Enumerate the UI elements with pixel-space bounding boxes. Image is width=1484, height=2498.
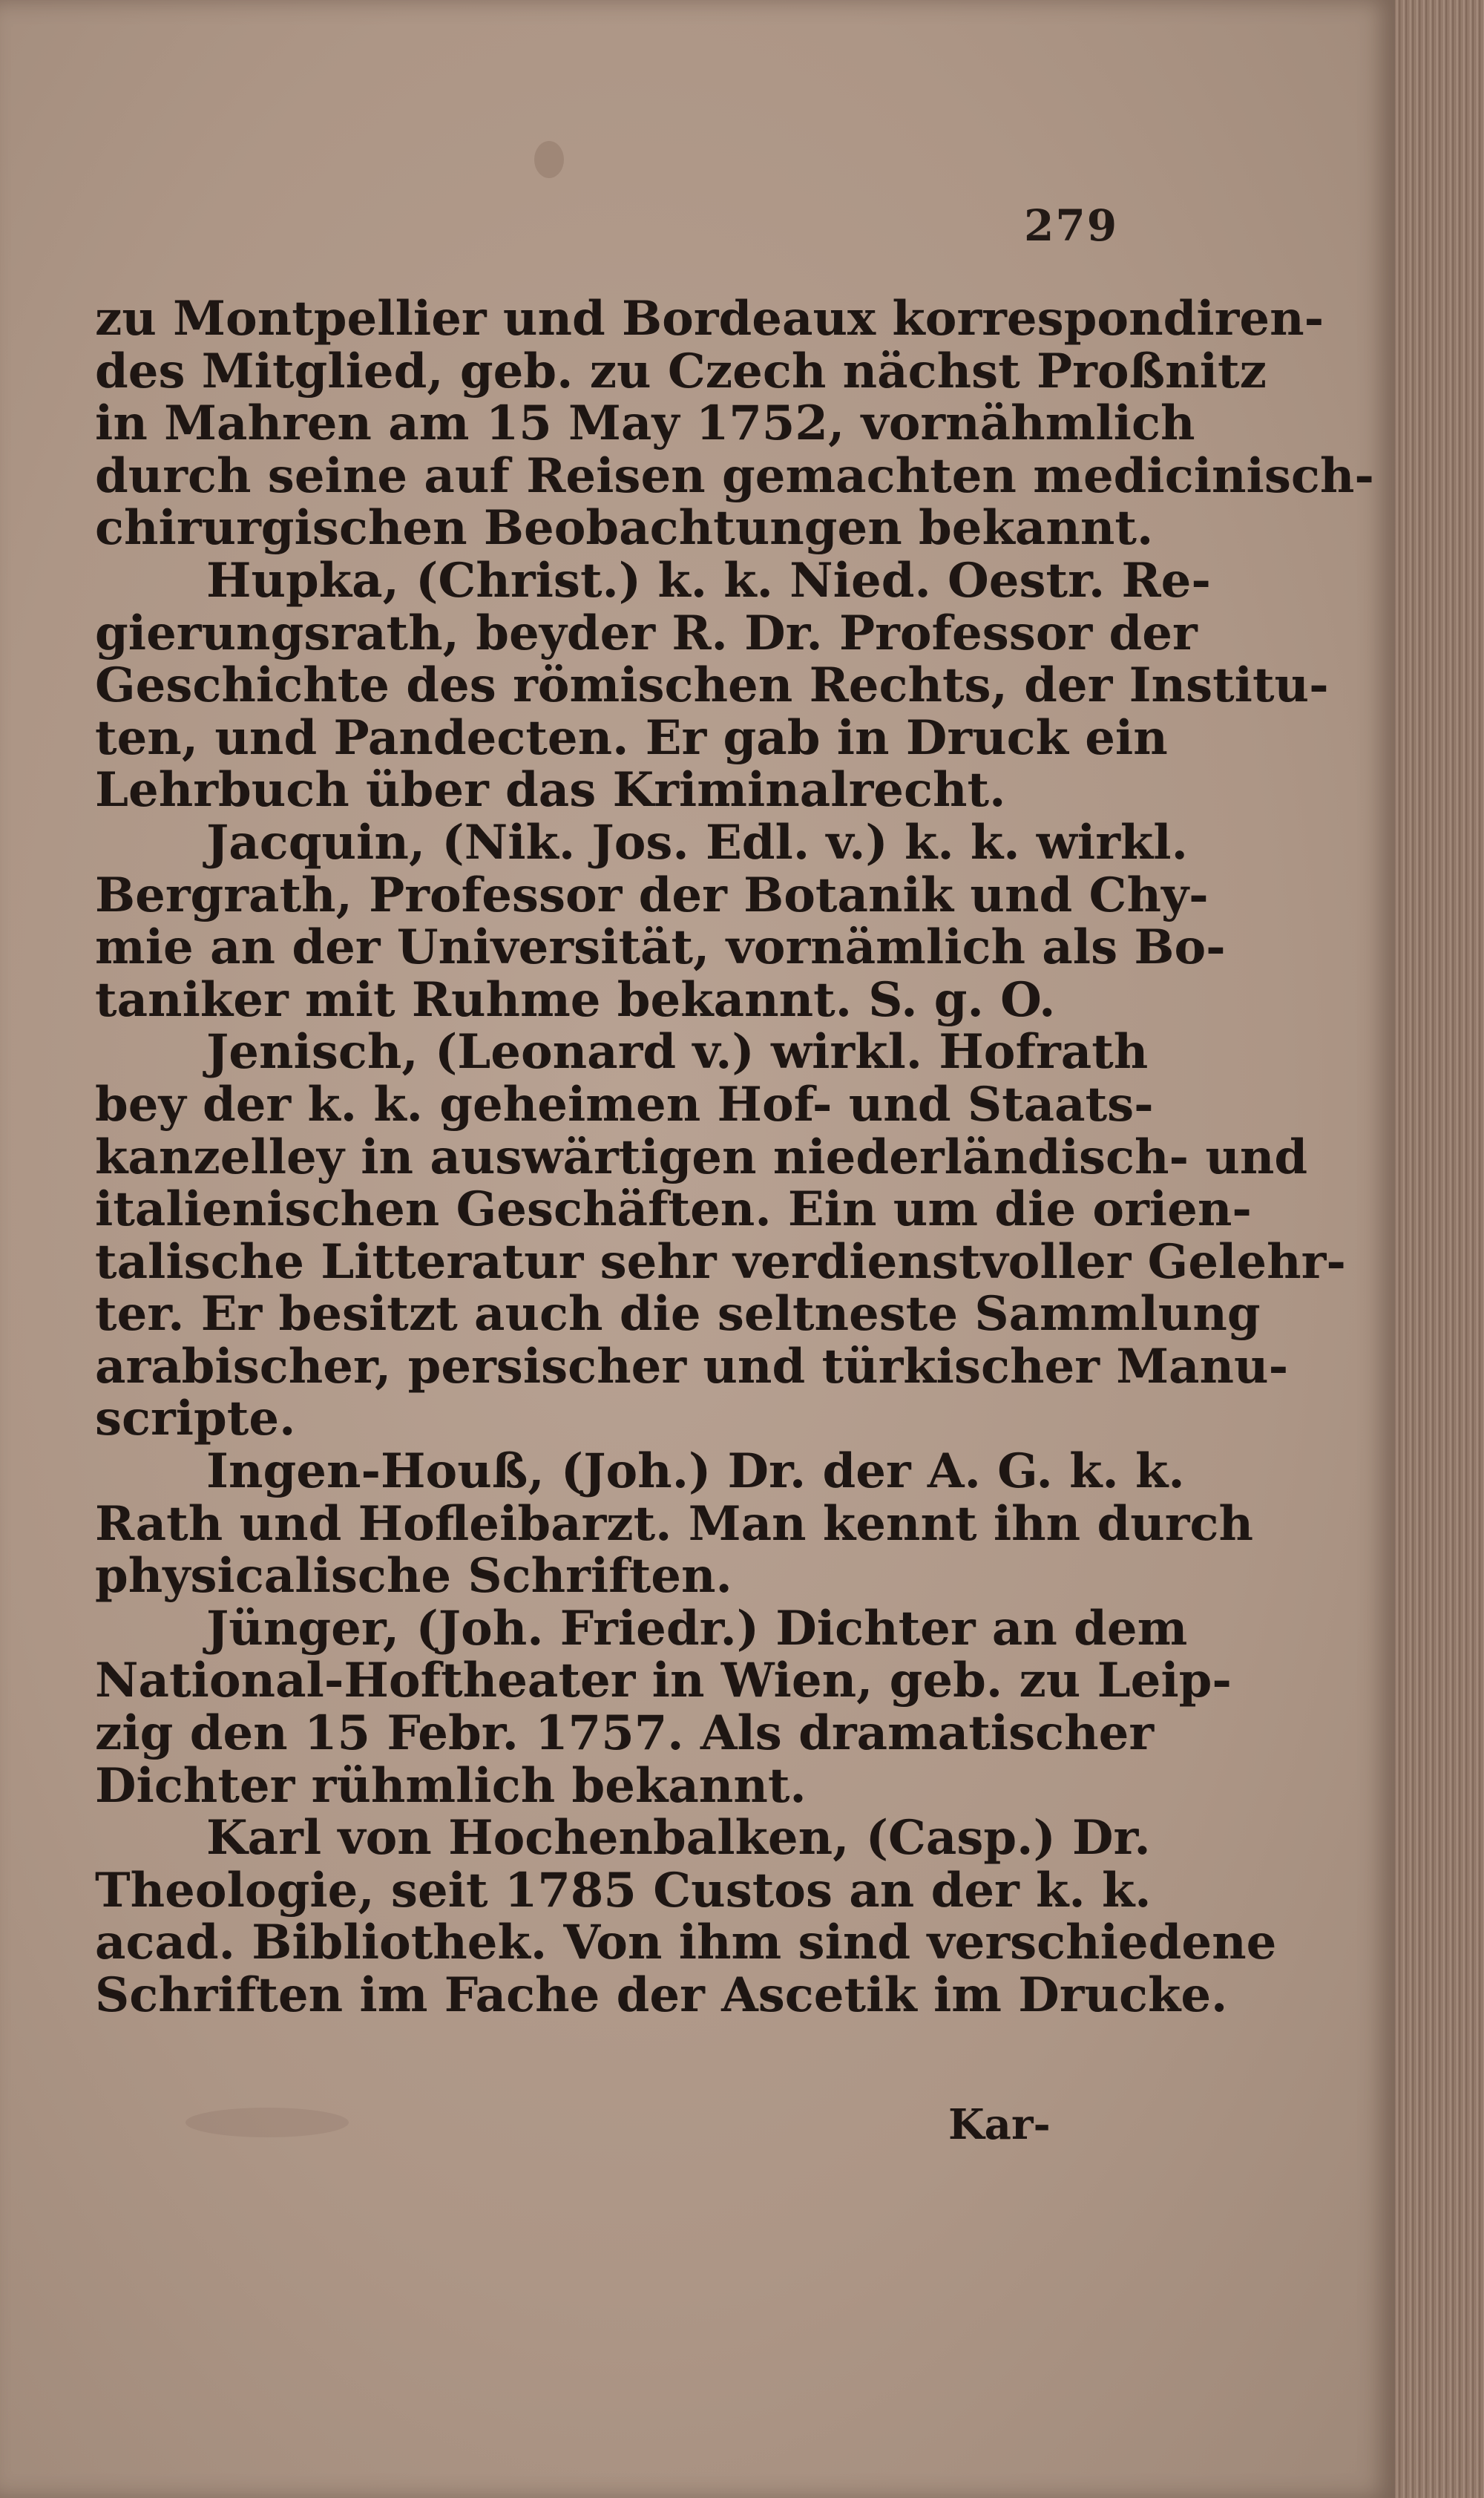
text-line: talische Litteratur sehr verdienstvoller Gelehr- bbox=[95, 1233, 1346, 1290]
text-line: Ingen-Houß, (Joh.) Dr. der A. G. k. k. bbox=[206, 1443, 1185, 1500]
text-line: taniker mit Ruhme bekannt. S. g. O. bbox=[95, 971, 1056, 1028]
text-line: Karl von Hochenbalken, (Casp.) Dr. bbox=[206, 1810, 1151, 1866]
text-line: Theologie, seit 1785 Custos an der k. k. bbox=[95, 1862, 1152, 1918]
text-line: Bergrath, Professor der Botanik und Chy- bbox=[95, 867, 1209, 923]
text-line: acad. Bibliothek. Von ihm sind verschiedene bbox=[95, 1915, 1277, 1971]
body-text bbox=[95, 291, 1374, 2023]
text-line: zig den 15 Febr. 1757. Als dramatischer bbox=[95, 1705, 1155, 1762]
text-line: Jacquin, (Nik. Jos. Edl. v.) k. k. wirkl. bbox=[206, 814, 1188, 871]
text-line: Schriften im Fache der Ascetik im Drucke. bbox=[95, 1967, 1228, 2023]
text-line: mie an der Universität, vornämlich als Bo- bbox=[95, 919, 1226, 976]
text-line: Jünger, (Joh. Friedr.) Dichter an dem bbox=[206, 1600, 1188, 1656]
text-line: ter. Er besitzt auch die seltneste Sammlung bbox=[95, 1286, 1261, 1343]
paper-stain bbox=[534, 141, 564, 178]
text-line: italienischen Geschäften. Ein um die orien- bbox=[95, 1181, 1252, 1238]
text-line: Hupka, (Christ.) k. k. Nied. Oestr. Re- bbox=[206, 552, 1211, 609]
text-line: scripte. bbox=[95, 1391, 296, 1447]
text-line: Geschichte des römischen Rechts, der Institu- bbox=[95, 658, 1329, 714]
text-line: National-Hoftheater in Wien, geb. zu Leip- bbox=[95, 1653, 1232, 1709]
text-line: Rath und Hofleibarzt. Man kennt ihn durch bbox=[95, 1495, 1253, 1552]
text-line: physicalische Schriften. bbox=[95, 1548, 732, 1604]
text-line: Jenisch, (Leonard v.) wirkl. Hofrath bbox=[206, 1024, 1149, 1081]
text-line: Lehrbuch über das Kriminalrecht. bbox=[95, 762, 1006, 819]
text-line: des Mitglied, geb. zu Czech nächst Proßnitz bbox=[95, 343, 1267, 399]
text-line: ten, und Pandecten. Er gab in Druck ein bbox=[95, 709, 1168, 766]
text-line: in Mahren am 15 May 1752, vornähmlich bbox=[95, 396, 1195, 452]
catchword: Kar- bbox=[948, 2100, 1051, 2149]
text-line: gierungsrath, beyder R. Dr. Professor der bbox=[95, 605, 1198, 661]
text-line: zu Montpellier und Bordeaux korrespondiren- bbox=[95, 291, 1324, 347]
text-line: chirurgischen Beobachtungen bekannt. bbox=[95, 500, 1154, 557]
text-line: durch seine auf Reisen gemachten medicinisch- bbox=[95, 448, 1374, 504]
text-line: Dichter rühmlich bekannt. bbox=[95, 1757, 807, 1814]
text-line: arabischer, persischer und türkischer Manu- bbox=[95, 1338, 1289, 1394]
page-number: 279 bbox=[1024, 200, 1119, 251]
paper-stain bbox=[186, 2108, 349, 2137]
page-edges bbox=[1395, 0, 1484, 2498]
text-line: kanzelley in auswärtigen niederländisch- und bbox=[95, 1129, 1308, 1185]
text-line: bey der k. k. geheimen Hof- und Staats- bbox=[95, 1076, 1154, 1132]
